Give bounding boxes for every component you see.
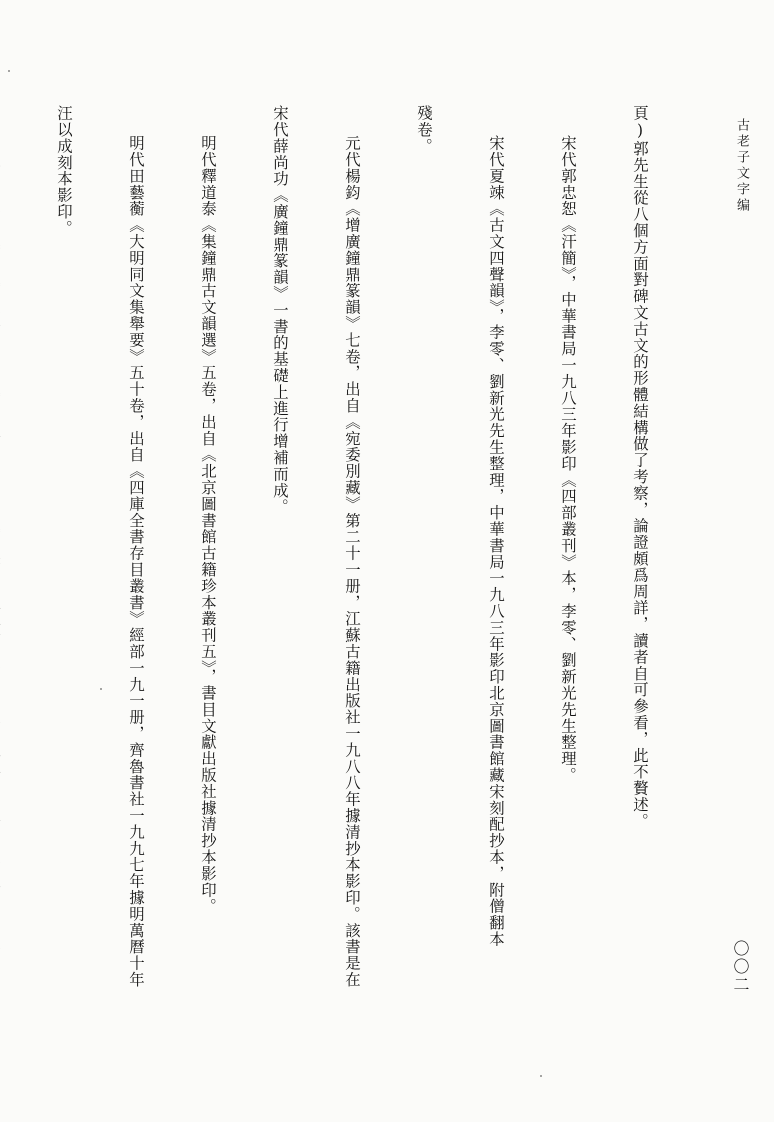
text-column: 宋代郭忠恕《汗簡》，中華書局一九八三年影印《四部叢刊》本，李零、劉新光先生整理。 (559, 135, 577, 784)
text-column (0, 105, 4, 1065)
running-header-title: 古老子文字编 (734, 118, 749, 214)
page-number: 〇〇二 (731, 940, 750, 994)
text-column: 元代楊鈞《增廣鐘鼎篆韻》七卷，出自《宛委別藏》第二十一册，江蘇古籍出版社一九八八年據清抄本影印。該書是在 (343, 135, 361, 988)
scan-speck (8, 70, 10, 72)
text-column: 宋代薛尚功《廣鐘鼎篆韻》一書的基礎上進行增補而成。 (271, 105, 289, 515)
body-text (55, 105, 700, 1065)
scan-speck (100, 688, 102, 690)
text-column: 宋代夏竦《古文四聲韻》，李零、劉新光先生整理，中華書局一九八三年影印北京圖書館藏宋刻配抄本，附僧翻本 (487, 135, 505, 948)
scan-speck (540, 1075, 542, 1077)
text-column: 頁)郭先生從八個方面對碑文古文的形體結構做了考察，論證頗爲周詳，讀者自可參看，此不贅述。 (631, 105, 649, 830)
text-column: 明代釋道泰《集鐘鼎古文韻選》五卷，出自《北京圖書館古籍珍本叢刊五》，書目文獻出版社據清抄本影印。 (199, 135, 217, 915)
text-column: 殘卷。 (415, 105, 433, 155)
text-column: 明代田藝蘅《大明同文集舉要》五十卷，出自《四庫全書存目叢書》經部一九一册，齊魯書社一九九七年據明萬曆十年 (127, 135, 145, 988)
text-column: 汪以成刻本影印。 (55, 105, 73, 237)
